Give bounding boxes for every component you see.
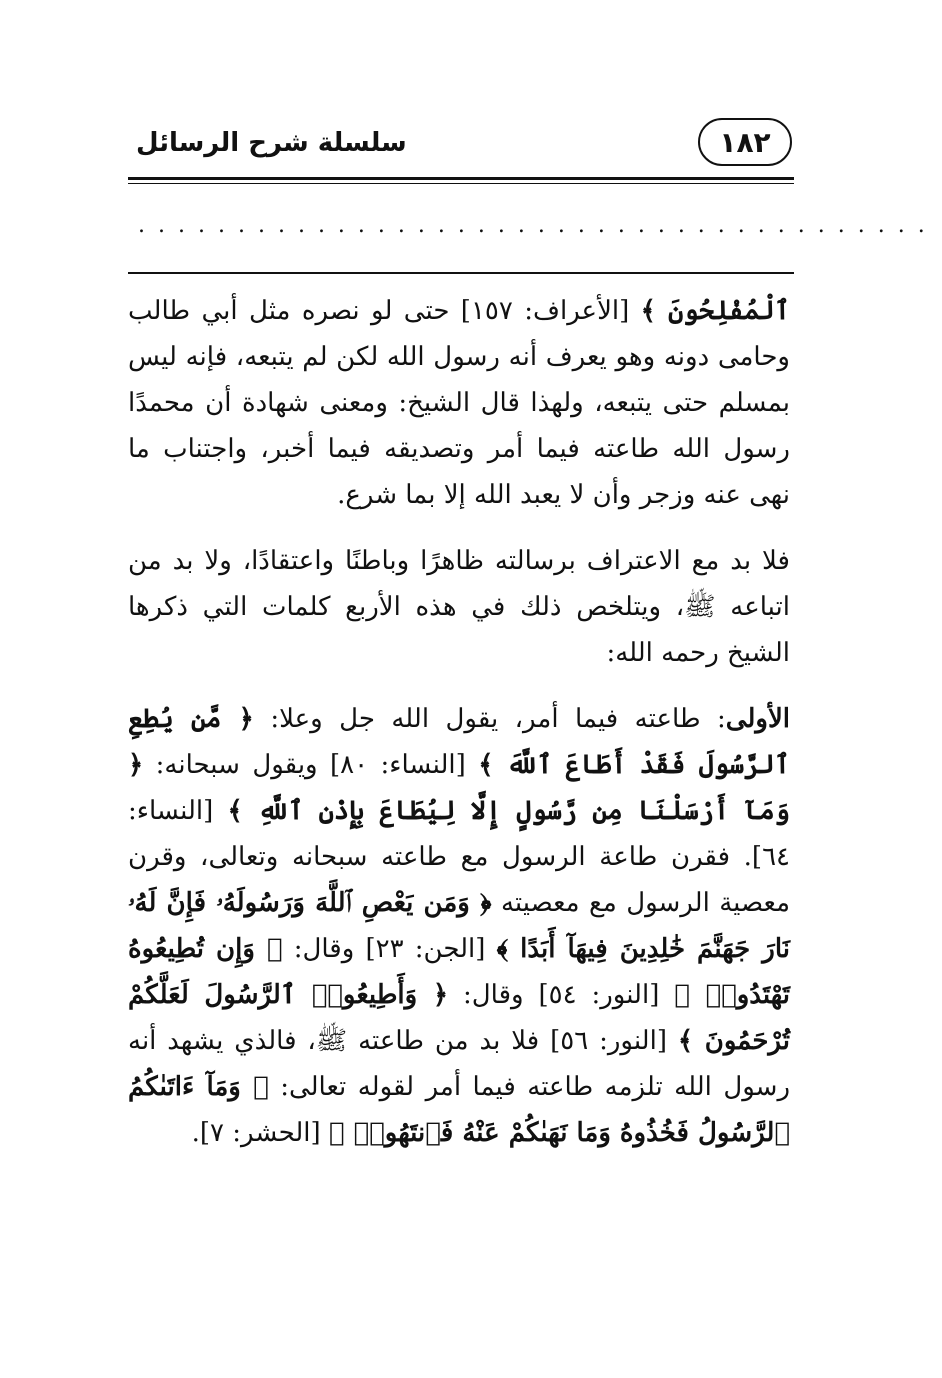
- section-rule: [128, 272, 794, 274]
- page-number: ١٨٢: [698, 118, 792, 166]
- header-rule-thick: [128, 177, 794, 180]
- page-header: [128, 118, 792, 180]
- quran-verse: ﴿ وَمَآ أَرْسَلْنَا مِن رَّسُولٍ إِلَّا لِيُطَاعَ بِإِذْنِ ٱللَّهِ ﴾: [128, 750, 790, 826]
- text-segment: : طاعته فيما أمر، يقول الله جل وعلا:: [253, 704, 726, 734]
- header-rule-thin: [128, 183, 794, 184]
- text-segment: [النور: ٥٦] فلا بد من طاعته ﷺ، فالذي يشهد أنه رسول الله تلزمه طاعته فيما أمر لقوله تعالى:: [128, 1026, 790, 1102]
- text-segment: فلا بد مع الاعتراف برسالته ظاهرًا وباطنًا واعتقادًا، ولا بد من اتباعه ﷺ، ويتلخص ذلك في هذه الأربع كلمات التي ذكرها الشيخ رحمه الله:: [128, 546, 790, 668]
- quran-verse: ﴿ مَّن يُطِعِ ٱلرَّسُولَ فَقَدْ أَطَاعَ ٱللَّهَ ﴾: [128, 704, 790, 780]
- text-segment: [النساء: ٦٤]. فقرن طاعة الرسول مع طاعته سبحانه وتعالى، وقرن معصية الرسول مع معصيته: [128, 796, 791, 918]
- paragraph-2: [128, 538, 790, 676]
- ellipsis-separator: ........................................: [138, 213, 938, 238]
- quran-verse: ﴿ وَإِن تُطِيعُوهُ تَهْتَدُوا۟ ﴾: [128, 934, 790, 1010]
- text-segment: [الجن: ٢٣] وقال:: [282, 934, 497, 964]
- text-segment: [النساء: ٨٠] ويقول سبحانه:: [143, 750, 479, 780]
- paragraph-1: [128, 288, 790, 518]
- quran-verse: ﴿ وَمَن يَعْصِ ٱللَّهَ وَرَسُولَهُۥ فَإِنَّ لَهُۥ نَارَ جَهَنَّمَ خَٰلِدِينَ فِيهَآ أَبَدًا ﴾: [128, 888, 790, 964]
- body-text: [128, 288, 790, 1176]
- book-title: سلسلة شرح الرسائل: [136, 128, 407, 158]
- text-segment: [الأعراف: ١٥٧] حتى لو نصره مثل أبي طالب وحامى دونه وهو يعرف أنه رسول الله لكن لم يتبعه، فإنه ليس بمسلم حتى يتبعه، ولهذا قال الشيخ: ومعنى شهادة أن محمدًا رسول الله طاعته فيما أمر وتصديقه فيما أخبر، واجتناب ما نهى عنه وزجر وأن لا يعبد الله إلا بما شرع.: [128, 296, 790, 510]
- quran-verse: ﴿ وَمَآ ءَاتَىٰكُمُ ٱلرَّسُولُ فَخُذُوهُ وَمَا نَهَىٰكُمْ عَنْهُ فَٱنتَهُوا۟ ﴾: [128, 1072, 790, 1148]
- paragraph-3: [128, 696, 790, 1156]
- quran-verse: ٱلْمُفْلِحُونَ ﴾: [640, 296, 790, 326]
- lead-word: الأولى: [725, 704, 790, 734]
- text-segment: [الحشر: ٧].: [191, 1118, 329, 1148]
- text-segment: [النور: ٥٤] وقال:: [448, 980, 675, 1010]
- quran-verse: ﴿ وَأَطِيعُوا۟ ٱلرَّسُولَ لَعَلَّكُمْ تُرْحَمُونَ ﴾: [128, 980, 790, 1056]
